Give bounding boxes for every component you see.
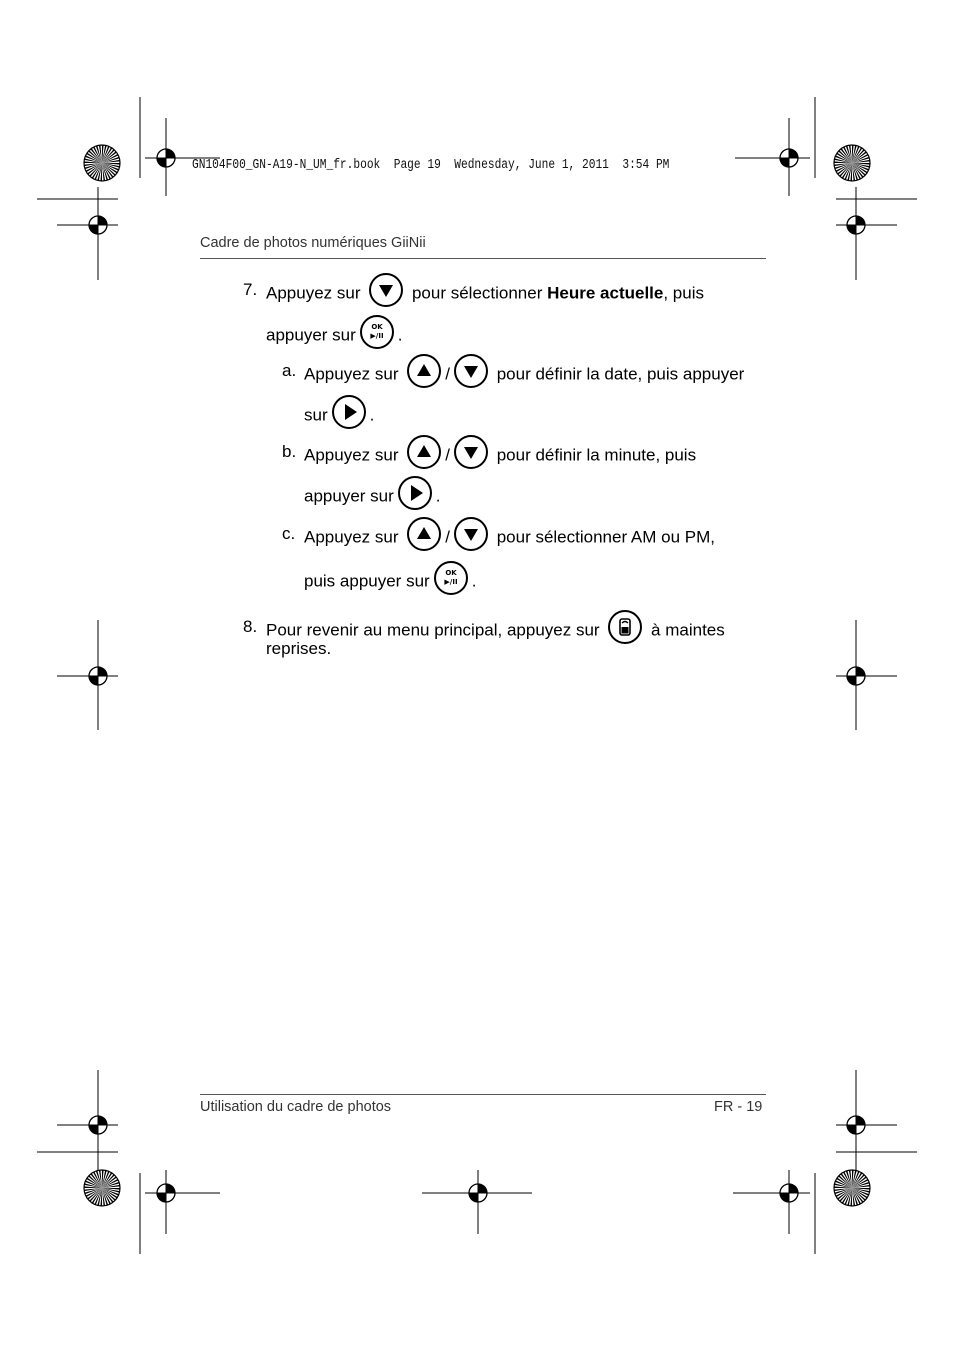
right-button-icon xyxy=(397,475,433,511)
ok-play-button-icon xyxy=(359,314,395,350)
page-number: FR - 19 xyxy=(714,1099,763,1115)
step-text: Appuyez sur xyxy=(304,445,399,465)
print-slug: GN104F00_GN-A19-N_UM_fr.book Page 19 Wednesday, June 1, 2011 3:54 PM xyxy=(192,158,670,173)
step-text: pour définir la date, puis appuyer xyxy=(496,364,745,384)
substep-a-line-1 xyxy=(304,361,744,389)
step-text: Pour revenir au menu principal, appuyez sur xyxy=(266,620,600,640)
step-text: à maintes xyxy=(651,620,725,640)
substep-c-line-1 xyxy=(304,524,715,552)
step-text: pour définir la minute, puis xyxy=(496,445,697,465)
step-7-line-2 xyxy=(266,322,403,350)
substep-c-line-2 xyxy=(304,568,476,596)
header-rule xyxy=(200,258,766,259)
down-button-icon xyxy=(453,434,489,470)
svg-text:OK: OK xyxy=(445,569,457,577)
down-button-icon xyxy=(368,272,404,308)
slash: / xyxy=(445,527,450,547)
step-7-line-1 xyxy=(266,280,704,308)
step-text: Appuyez sur xyxy=(304,527,399,547)
step-text: , puis xyxy=(663,283,704,303)
footer-section-title: Utilisation du cadre de photos xyxy=(200,1099,392,1115)
substep-b-line-2 xyxy=(304,483,441,511)
step-text: sur xyxy=(304,405,328,425)
step-number: 7. xyxy=(243,280,258,299)
step-emphasis: Heure actuelle xyxy=(547,283,664,303)
down-button-icon xyxy=(453,516,489,552)
right-button-icon xyxy=(331,394,367,430)
step-text: . xyxy=(369,405,375,425)
step-text: . xyxy=(435,486,441,506)
step-number: 8. xyxy=(243,617,258,636)
step-text: . xyxy=(471,571,477,591)
running-header: Cadre de photos numériques GiiNii xyxy=(200,235,426,251)
step-text: . xyxy=(397,325,403,345)
step-text: Appuyez sur xyxy=(304,364,399,384)
up-button-icon xyxy=(406,434,442,470)
ok-play-button-icon xyxy=(433,560,469,596)
substep-a-line-2 xyxy=(304,402,374,430)
step-text: Appuyez sur xyxy=(266,283,361,303)
step-8-line-2: reprises. xyxy=(266,639,332,658)
svg-text:▶/II: ▶/II xyxy=(444,578,458,586)
up-button-icon xyxy=(406,516,442,552)
slash: / xyxy=(445,364,450,384)
substep-letter: a. xyxy=(282,361,297,380)
substep-letter: b. xyxy=(282,442,297,461)
step-text: appuyer sur xyxy=(304,486,394,506)
menu-button-icon xyxy=(607,609,643,645)
footer-rule xyxy=(200,1094,766,1095)
up-button-icon xyxy=(406,353,442,389)
substep-letter: c. xyxy=(282,524,296,543)
step-text: puis appuyer sur xyxy=(304,571,430,591)
step-text: pour sélectionner AM ou PM, xyxy=(496,527,715,547)
svg-text:▶/II: ▶/II xyxy=(370,332,384,340)
substep-b-line-1 xyxy=(304,442,696,470)
step-text: appuyer sur xyxy=(266,325,356,345)
svg-text:OK: OK xyxy=(371,323,383,331)
step-text: pour sélectionner xyxy=(411,283,543,303)
slash: / xyxy=(445,445,450,465)
step-8-line-1 xyxy=(266,617,725,645)
down-button-icon xyxy=(453,353,489,389)
